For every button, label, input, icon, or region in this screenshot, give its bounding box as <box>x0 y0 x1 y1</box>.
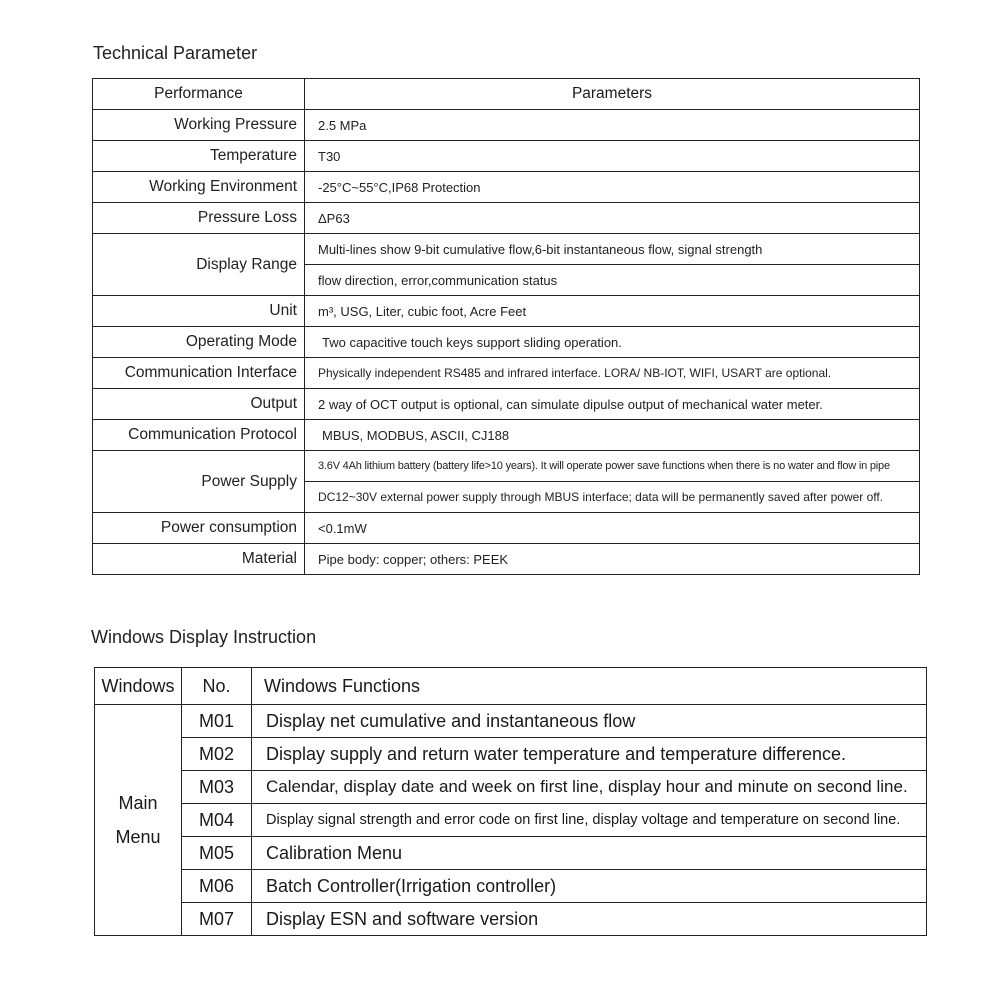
table-row <box>93 234 920 265</box>
table-header-row <box>93 79 920 110</box>
window-function: Batch Controller(Irrigation controller) <box>252 870 927 903</box>
table-row <box>93 327 920 358</box>
windows-display-title: Windows Display Instruction <box>91 627 317 647</box>
row-value: m³, USG, Liter, cubic foot, Acre Feet <box>305 296 920 327</box>
window-function: Display signal strength and error code on first line, display voltage and temperature on second line. <box>252 804 927 837</box>
windows-header: Windows <box>95 668 182 705</box>
row-value: DC12~30V external power supply through MBUS interface; data will be permanently saved after power off. <box>305 482 920 513</box>
window-no: M07 <box>182 903 252 936</box>
row-value: 3.6V 4Ah lithium battery (battery life>10 years). It will operate power save functions when there is no water and flow in pipe <box>305 451 920 482</box>
row-label: Working Environment <box>93 172 305 203</box>
row-value: 2 way of OCT output is optional, can simulate dipulse output of mechanical water meter. <box>305 389 920 420</box>
row-label: Communication Protocol <box>93 420 305 451</box>
row-label: Working Pressure <box>93 110 305 141</box>
window-no: M03 <box>182 771 252 804</box>
window-no: M01 <box>182 705 252 738</box>
row-value: Pipe body: copper; others: PEEK <box>305 544 920 575</box>
table-row <box>95 738 927 771</box>
window-function: Display net cumulative and instantaneous flow <box>252 705 927 738</box>
main-menu-label-line-2: Menu <box>115 827 161 847</box>
row-label: Temperature <box>93 141 305 172</box>
window-function: Display ESN and software version <box>252 903 927 936</box>
technical-parameter-title: Technical Parameter <box>93 43 258 63</box>
window-no: M04 <box>182 804 252 837</box>
row-label: Communication Interface <box>93 358 305 389</box>
parameters-header: Parameters <box>305 79 920 110</box>
table-row <box>93 172 920 203</box>
row-value: MBUS, MODBUS, ASCII, CJ188 <box>305 420 920 451</box>
row-value: T30 <box>305 141 920 172</box>
row-value: 2.5 MPa <box>305 110 920 141</box>
row-label: Pressure Loss <box>93 203 305 234</box>
row-label: Unit <box>93 296 305 327</box>
table-row <box>95 804 927 837</box>
window-no: M06 <box>182 870 252 903</box>
window-function: Display supply and return water temperature and temperature difference. <box>252 738 927 771</box>
table-row <box>95 705 927 738</box>
row-value: Multi-lines show 9-bit cumulative flow,6-bit instantaneous flow, signal strength <box>305 234 920 265</box>
table-row <box>93 358 920 389</box>
table-row <box>93 203 920 234</box>
table-row <box>95 837 927 870</box>
window-function: Calibration Menu <box>252 837 927 870</box>
row-label: Output <box>93 389 305 420</box>
window-no: M02 <box>182 738 252 771</box>
row-label: Operating Mode <box>93 327 305 358</box>
table-row <box>93 389 920 420</box>
row-label: Power consumption <box>93 513 305 544</box>
table-row <box>93 451 920 482</box>
window-function: Calendar, display date and week on first line, display hour and minute on second line. <box>252 771 927 804</box>
technical-parameter-table <box>92 78 920 575</box>
table-row <box>95 903 927 936</box>
table-row <box>93 141 920 172</box>
row-value: Two capacitive touch keys support sliding operation. <box>305 327 920 358</box>
row-label: Display Range <box>93 234 305 296</box>
windows-display-table <box>94 667 927 936</box>
row-value: <0.1mW <box>305 513 920 544</box>
main-menu-label-line-1: Main <box>118 793 158 813</box>
table-row <box>93 544 920 575</box>
performance-header: Performance <box>93 79 305 110</box>
main-menu-cell <box>95 705 182 936</box>
row-label: Material <box>93 544 305 575</box>
row-value: ΔP63 <box>305 203 920 234</box>
row-value: -25°C~55°C,IP68 Protection <box>305 172 920 203</box>
table-row <box>95 771 927 804</box>
table-row <box>93 420 920 451</box>
table-row <box>93 110 920 141</box>
window-no: M05 <box>182 837 252 870</box>
no-header: No. <box>182 668 252 705</box>
row-value: Physically independent RS485 and infrared interface. LORA/ NB-IOT, WIFI, USART are optional. <box>305 358 920 389</box>
table-row <box>93 296 920 327</box>
functions-header: Windows Functions <box>252 668 927 705</box>
table-row <box>95 870 927 903</box>
row-label: Power Supply <box>93 451 305 513</box>
row-value: flow direction, error,communication status <box>305 265 920 296</box>
table-row <box>93 513 920 544</box>
table-header-row <box>95 668 927 705</box>
